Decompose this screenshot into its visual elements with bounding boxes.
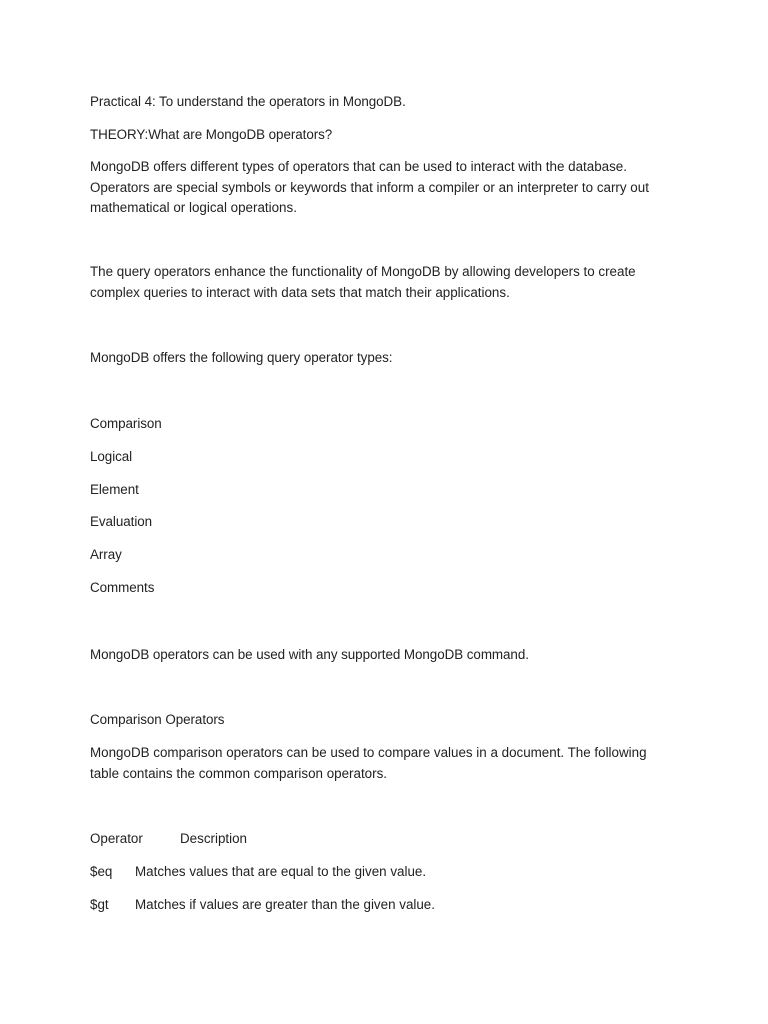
operator-type-item: Evaluation xyxy=(90,514,153,529)
intro-line: MongoDB offers different types of operators that can be used to interact with the database. xyxy=(90,159,627,174)
operator-type-item: Element xyxy=(90,482,139,497)
table-header-operator: Operator xyxy=(90,831,143,846)
practical-heading: Practical 4: To understand the operators in MongoDB. xyxy=(90,94,406,109)
comparison-heading: Comparison Operators xyxy=(90,712,225,727)
table-cell-operator: $eq xyxy=(90,864,113,879)
intro-paragraph xyxy=(90,157,690,219)
table-header-description: Description xyxy=(180,831,247,846)
operator-type-item: Array xyxy=(90,547,122,562)
types-intro: MongoDB offers the following query operator types: xyxy=(90,350,393,365)
table-row xyxy=(90,895,435,915)
table-cell-operator: $gt xyxy=(90,897,109,912)
query-line: The query operators enhance the functionality of MongoDB by allowing developers to create xyxy=(90,264,636,279)
comparison-line: MongoDB comparison operators can be used to compare values in a document. The following xyxy=(90,745,647,760)
table-header-row xyxy=(90,829,247,849)
intro-line: Operators are special symbols or keywords that inform a compiler or an interpreter to carry out xyxy=(90,179,649,195)
intro-line: mathematical or logical operations. xyxy=(90,200,297,215)
table-cell-description: Matches if values are greater than the given value. xyxy=(135,897,435,912)
query-line: complex queries to interact with data sets that match their applications. xyxy=(90,284,510,300)
operator-type-item: Comparison xyxy=(90,416,162,431)
query-paragraph xyxy=(90,262,690,303)
comparison-paragraph xyxy=(90,743,690,784)
usage-note: MongoDB operators can be used with any supported MongoDB command. xyxy=(90,647,529,662)
comparison-line: table contains the common comparison operators. xyxy=(90,765,387,781)
operator-type-item: Comments xyxy=(90,580,155,595)
table-row xyxy=(90,862,426,882)
table-cell-description: Matches values that are equal to the given value. xyxy=(135,864,427,879)
theory-title: THEORY:What are MongoDB operators? xyxy=(90,127,333,142)
operator-type-item: Logical xyxy=(90,449,133,464)
